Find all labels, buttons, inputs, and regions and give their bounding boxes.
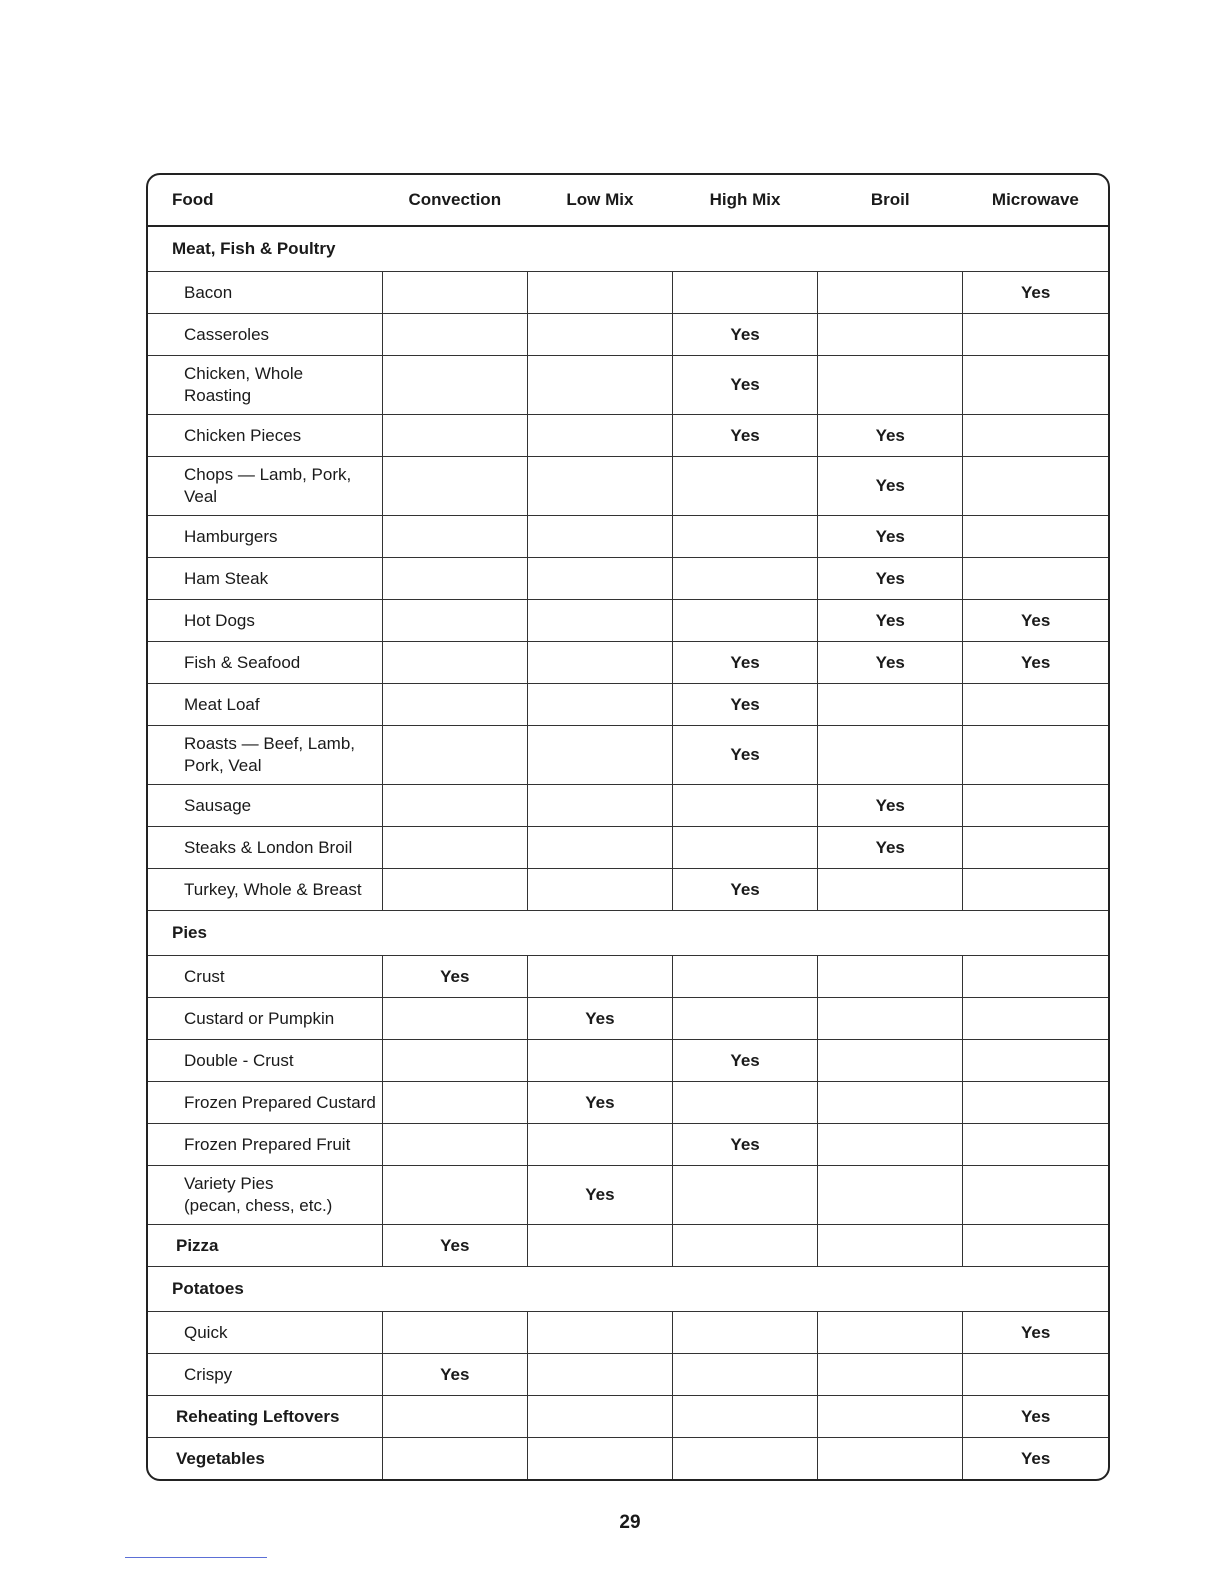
broil-cell	[818, 1396, 963, 1438]
microwave-cell	[963, 1396, 1108, 1438]
microwave-cell	[963, 415, 1108, 457]
header-convection: Convection	[382, 175, 527, 226]
food-name: Bacon	[184, 282, 233, 302]
food-name-cell	[148, 272, 382, 314]
convection-cell	[382, 684, 527, 726]
convection-cell	[382, 1124, 527, 1166]
reheating-leftovers-row	[148, 1396, 1108, 1438]
table-row	[148, 314, 1108, 356]
microwave-cell	[963, 600, 1108, 642]
low-mix-cell	[527, 956, 672, 998]
food-name: Steaks & London Broil	[184, 837, 353, 857]
high-mix-cell	[673, 1225, 818, 1267]
convection-cell	[382, 1166, 527, 1225]
yes-mark: Yes	[730, 745, 760, 764]
yes-mark: Yes	[730, 324, 760, 344]
broil-cell	[818, 516, 963, 558]
table-row	[148, 1354, 1108, 1396]
food-name-cell	[148, 956, 382, 998]
table-row	[148, 869, 1108, 911]
high-mix-cell	[673, 1040, 818, 1082]
food-name-cell	[148, 642, 382, 684]
cooking-guide-table	[148, 175, 1108, 1479]
convection-cell	[382, 558, 527, 600]
food-name: Vegetables	[176, 1448, 265, 1468]
broil-cell	[818, 1166, 963, 1225]
microwave-cell	[963, 356, 1108, 415]
food-name-cell	[148, 1438, 382, 1480]
broil-cell	[818, 684, 963, 726]
food-name: Crispy	[184, 1364, 233, 1384]
yes-mark: Yes	[875, 476, 905, 495]
food-name: Chicken, Whole	[184, 364, 304, 383]
yes-mark: Yes	[875, 425, 905, 445]
food-name: Fish & Seafood	[184, 652, 301, 672]
yes-mark: Yes	[730, 652, 760, 672]
table-row	[148, 684, 1108, 726]
microwave-cell	[963, 1312, 1108, 1354]
pies-section-title: Pies	[148, 911, 1108, 956]
high-mix-cell	[673, 600, 818, 642]
microwave-cell	[963, 869, 1108, 911]
high-mix-cell	[673, 457, 818, 516]
table-row	[148, 558, 1108, 600]
convection-cell	[382, 1354, 527, 1396]
header-low-mix: Low Mix	[527, 175, 672, 226]
broil-cell	[818, 272, 963, 314]
yes-mark: Yes	[585, 1092, 615, 1112]
broil-cell	[818, 558, 963, 600]
food-name-cell	[148, 1396, 382, 1438]
yes-mark: Yes	[875, 795, 905, 815]
food-name: Variety Pies	[184, 1174, 274, 1193]
convection-cell	[382, 457, 527, 516]
broil-cell	[818, 827, 963, 869]
low-mix-cell	[527, 457, 672, 516]
convection-cell	[382, 827, 527, 869]
food-name: Reheating Leftovers	[176, 1406, 340, 1426]
low-mix-cell	[527, 415, 672, 457]
yes-mark: Yes	[875, 526, 905, 546]
low-mix-cell	[527, 1438, 672, 1480]
table-row	[148, 272, 1108, 314]
high-mix-cell	[673, 1082, 818, 1124]
food-name: Hot Dogs	[184, 610, 255, 630]
yes-mark: Yes	[730, 425, 760, 445]
table-row	[148, 642, 1108, 684]
yes-mark: Yes	[1020, 1448, 1051, 1468]
food-name: Roasts — Beef, Lamb,	[184, 734, 356, 753]
broil-cell	[818, 1225, 963, 1267]
broil-cell	[818, 785, 963, 827]
header-high-mix: High Mix	[673, 175, 818, 226]
food-name-cell	[148, 1082, 382, 1124]
food-name: Double - Crust	[184, 1050, 294, 1070]
microwave-cell	[963, 1082, 1108, 1124]
microwave-cell	[963, 785, 1108, 827]
table-row	[148, 516, 1108, 558]
microwave-cell	[963, 956, 1108, 998]
low-mix-cell	[527, 1396, 672, 1438]
food-name: Meat Loaf	[184, 694, 260, 714]
microwave-cell	[963, 1354, 1108, 1396]
broil-cell	[818, 1082, 963, 1124]
food-name-cell	[148, 785, 382, 827]
yes-mark: Yes	[440, 1364, 470, 1384]
high-mix-cell	[673, 516, 818, 558]
food-name: Hamburgers	[184, 526, 278, 546]
meat-fish-poultry-section-title: Meat, Fish & Poultry	[148, 226, 1108, 272]
header-broil: Broil	[818, 175, 963, 226]
yes-mark: Yes	[440, 966, 470, 986]
table-row	[148, 457, 1108, 516]
microwave-cell	[963, 1438, 1108, 1480]
convection-cell	[382, 272, 527, 314]
low-mix-cell	[527, 1354, 672, 1396]
low-mix-cell	[527, 1225, 672, 1267]
yes-mark: Yes	[730, 375, 760, 394]
convection-cell	[382, 1312, 527, 1354]
meat-fish-poultry-section-row	[148, 226, 1108, 272]
table-row	[148, 600, 1108, 642]
broil-cell	[818, 1312, 963, 1354]
table-row	[148, 827, 1108, 869]
pies-section-row	[148, 911, 1108, 956]
yes-mark: Yes	[585, 1185, 615, 1204]
convection-cell	[382, 356, 527, 415]
low-mix-cell	[527, 869, 672, 911]
yes-mark: Yes	[875, 652, 905, 672]
yes-mark: Yes	[875, 837, 905, 857]
low-mix-cell	[527, 314, 672, 356]
food-name: Chops — Lamb, Pork,	[184, 465, 352, 484]
microwave-cell	[963, 558, 1108, 600]
high-mix-cell	[673, 642, 818, 684]
header-food: Food	[148, 175, 382, 226]
broil-cell	[818, 415, 963, 457]
food-name-cell	[148, 1312, 382, 1354]
pizza-row	[148, 1225, 1108, 1267]
page-number: 29	[619, 1512, 641, 1533]
food-name: Crust	[184, 966, 225, 986]
table-row	[148, 1124, 1108, 1166]
low-mix-cell	[527, 1124, 672, 1166]
table-row	[148, 415, 1108, 457]
yes-mark: Yes	[875, 568, 905, 588]
convection-cell	[382, 785, 527, 827]
low-mix-cell	[527, 684, 672, 726]
food-name-cell	[148, 314, 382, 356]
microwave-cell	[963, 684, 1108, 726]
broil-cell	[818, 1354, 963, 1396]
microwave-cell	[963, 272, 1108, 314]
food-name-line2: Veal	[184, 487, 218, 506]
food-name: Sausage	[184, 795, 252, 815]
high-mix-cell	[673, 827, 818, 869]
food-name: Chicken Pieces	[184, 425, 302, 445]
yes-mark: Yes	[730, 694, 760, 714]
broil-cell	[818, 1438, 963, 1480]
yes-mark: Yes	[1020, 1322, 1051, 1342]
convection-cell	[382, 1396, 527, 1438]
high-mix-cell	[673, 272, 818, 314]
food-name: Turkey, Whole & Breast	[184, 879, 362, 899]
vegetables-row	[148, 1438, 1108, 1480]
yes-mark: Yes	[585, 1008, 615, 1028]
high-mix-cell	[673, 415, 818, 457]
food-name-cell	[148, 1354, 382, 1396]
high-mix-cell	[673, 998, 818, 1040]
convection-cell	[382, 314, 527, 356]
broil-cell	[818, 356, 963, 415]
food-name: Frozen Prepared Fruit	[184, 1134, 351, 1154]
high-mix-cell	[673, 684, 818, 726]
yes-mark: Yes	[1020, 282, 1051, 302]
potatoes-section-title: Potatoes	[148, 1267, 1108, 1312]
convection-cell	[382, 1225, 527, 1267]
food-name-line2: Pork, Veal	[184, 756, 262, 775]
microwave-cell	[963, 1166, 1108, 1225]
table-row	[148, 785, 1108, 827]
yes-mark: Yes	[730, 879, 760, 899]
food-name-cell	[148, 1124, 382, 1166]
header-microwave: Microwave	[963, 175, 1108, 226]
microwave-cell	[963, 516, 1108, 558]
microwave-cell	[963, 457, 1108, 516]
high-mix-cell	[673, 1124, 818, 1166]
microwave-cell	[963, 827, 1108, 869]
yes-mark: Yes	[1020, 610, 1051, 630]
yes-mark: Yes	[440, 1235, 470, 1255]
convection-cell	[382, 1040, 527, 1082]
convection-cell	[382, 600, 527, 642]
high-mix-cell	[673, 1312, 818, 1354]
food-name: Custard or Pumpkin	[184, 1008, 335, 1028]
low-mix-cell	[527, 1312, 672, 1354]
low-mix-cell	[527, 1166, 672, 1225]
food-name-cell	[148, 516, 382, 558]
table-row	[148, 1082, 1108, 1124]
cooking-guide-table-frame	[146, 173, 1110, 1481]
potatoes-section-row	[148, 1267, 1108, 1312]
broil-cell	[818, 869, 963, 911]
convection-cell	[382, 1438, 527, 1480]
high-mix-cell	[673, 785, 818, 827]
high-mix-cell	[673, 726, 818, 785]
table-row	[148, 998, 1108, 1040]
high-mix-cell	[673, 1438, 818, 1480]
food-name-cell	[148, 1040, 382, 1082]
convection-cell	[382, 642, 527, 684]
broil-cell	[818, 726, 963, 785]
high-mix-cell	[673, 1354, 818, 1396]
yes-mark: Yes	[1020, 1406, 1051, 1426]
high-mix-cell	[673, 356, 818, 415]
low-mix-cell	[527, 558, 672, 600]
food-name-line2: Roasting	[184, 386, 252, 405]
convection-cell	[382, 726, 527, 785]
broil-cell	[818, 600, 963, 642]
food-name: Frozen Prepared Custard	[184, 1092, 376, 1112]
table-row	[148, 1166, 1108, 1225]
high-mix-cell	[673, 956, 818, 998]
food-name-cell	[148, 457, 382, 516]
broil-cell	[818, 314, 963, 356]
convection-cell	[382, 998, 527, 1040]
high-mix-cell	[673, 314, 818, 356]
yes-mark: Yes	[1020, 652, 1051, 672]
microwave-cell	[963, 642, 1108, 684]
convection-cell	[382, 1082, 527, 1124]
header-row	[148, 175, 1108, 226]
food-name-cell	[148, 356, 382, 415]
food-name-line2: (pecan, chess, etc.)	[184, 1196, 333, 1215]
food-name-cell	[148, 415, 382, 457]
convection-cell	[382, 516, 527, 558]
food-name: Pizza	[176, 1235, 219, 1255]
food-name-cell	[148, 558, 382, 600]
broil-cell	[818, 1040, 963, 1082]
broil-cell	[818, 642, 963, 684]
food-name-cell	[148, 869, 382, 911]
broil-cell	[818, 457, 963, 516]
convection-cell	[382, 956, 527, 998]
high-mix-cell	[673, 1166, 818, 1225]
high-mix-cell	[673, 1396, 818, 1438]
low-mix-cell	[527, 827, 672, 869]
food-name-cell	[148, 998, 382, 1040]
microwave-cell	[963, 1124, 1108, 1166]
table-row	[148, 1040, 1108, 1082]
food-name-cell	[148, 600, 382, 642]
low-mix-cell	[527, 516, 672, 558]
table-row	[148, 726, 1108, 785]
microwave-cell	[963, 1040, 1108, 1082]
convection-cell	[382, 869, 527, 911]
microwave-cell	[963, 998, 1108, 1040]
microwave-cell	[963, 726, 1108, 785]
yes-mark: Yes	[730, 1134, 760, 1154]
food-name-cell	[148, 827, 382, 869]
food-name: Casseroles	[184, 324, 270, 344]
broil-cell	[818, 956, 963, 998]
low-mix-cell	[527, 1082, 672, 1124]
table-body	[148, 226, 1108, 1479]
footer-rule	[125, 1557, 267, 1558]
low-mix-cell	[527, 600, 672, 642]
table-row	[148, 356, 1108, 415]
food-name-cell	[148, 684, 382, 726]
food-name: Ham Steak	[184, 568, 269, 588]
low-mix-cell	[527, 726, 672, 785]
convection-cell	[382, 415, 527, 457]
food-name-cell	[148, 1225, 382, 1267]
microwave-cell	[963, 314, 1108, 356]
broil-cell	[818, 1124, 963, 1166]
food-name-cell	[148, 726, 382, 785]
low-mix-cell	[527, 998, 672, 1040]
yes-mark: Yes	[730, 1050, 760, 1070]
low-mix-cell	[527, 356, 672, 415]
high-mix-cell	[673, 558, 818, 600]
yes-mark: Yes	[875, 610, 905, 630]
broil-cell	[818, 998, 963, 1040]
low-mix-cell	[527, 785, 672, 827]
low-mix-cell	[527, 642, 672, 684]
high-mix-cell	[673, 869, 818, 911]
table-row	[148, 956, 1108, 998]
food-name: Quick	[184, 1322, 228, 1342]
low-mix-cell	[527, 1040, 672, 1082]
food-name-cell	[148, 1166, 382, 1225]
microwave-cell	[963, 1225, 1108, 1267]
low-mix-cell	[527, 272, 672, 314]
table-row	[148, 1312, 1108, 1354]
